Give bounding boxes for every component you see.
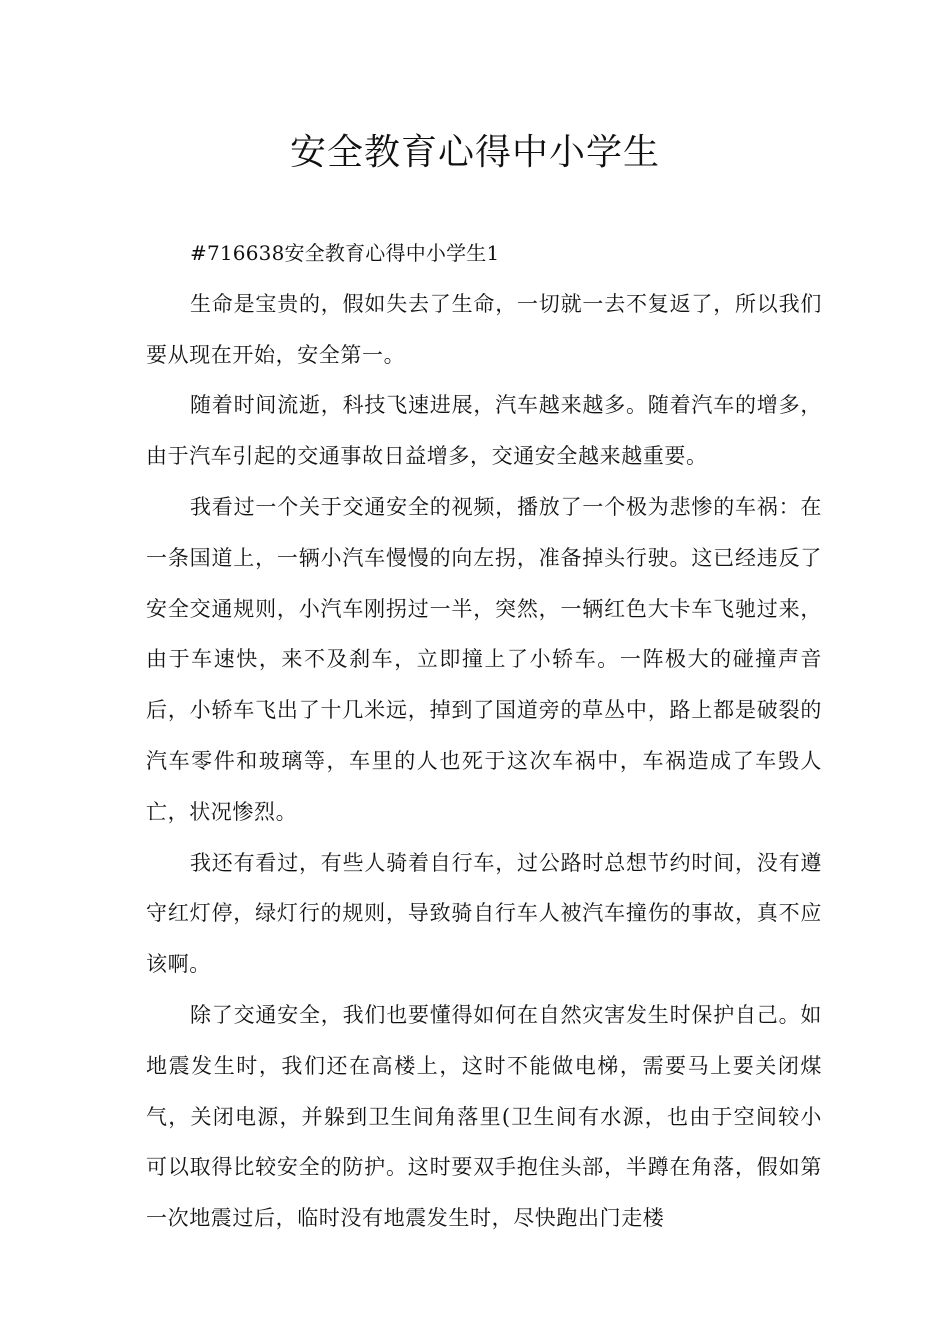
paragraph-1: 生命是宝贵的，假如失去了生命，一切就一去不复返了，所以我们要从现在开始，安全第一。 xyxy=(146,291,822,367)
paragraph-5: 除了交通安全，我们也要懂得如何在自然灾害发生时保护自己。如地震发生时，我们还在高楼上，这时不能做电梯，需要马上要关闭煤气，关闭电源，并躲到卫生间角落里(卫生间有水源，也由于空间较小可以取得比较安全的防护。这时要双手抱住头部，半蹲在角落，假如第一次地震过后，临时没有地震发生时，尽快跑出门走楼 xyxy=(146,1002,822,1231)
section-heading: #716638安全教育心得中小学生1 xyxy=(190,241,500,265)
paragraph-4: 我还有看过，有些人骑着自行车，过公路时总想节约时间，没有遵守红灯停，绿灯行的规则，导致骑自行车人被汽车撞伤的事故，真不应该啊。 xyxy=(146,850,822,977)
paragraph-2: 随着时间流逝，科技飞速进展，汽车越来越多。随着汽车的增多，由于汽车引起的交通事故日益增多，交通安全越来越重要。 xyxy=(146,393,822,469)
paragraph-3: 我看过一个关于交通安全的视频，播放了一个极为悲惨的车祸：在一条国道上，一辆小汽车慢慢的向左拐，准备掉头行驶。这已经违反了安全交通规则，小汽车刚拐过一半，突然，一辆红色大卡车飞驰过来，由于车速快，来不及刹车，立即撞上了小轿车。一阵极大的碰撞声音后，小轿车飞出了十几米远，掉到了国道旁的草丛中，路上都是破裂的汽车零件和玻璃等，车里的人也死于这次车祸中，车祸造成了车毁人亡，状况惨烈。 xyxy=(146,494,822,824)
document-title: 安全教育心得中小学生 xyxy=(289,132,660,173)
document-body xyxy=(146,228,822,1244)
